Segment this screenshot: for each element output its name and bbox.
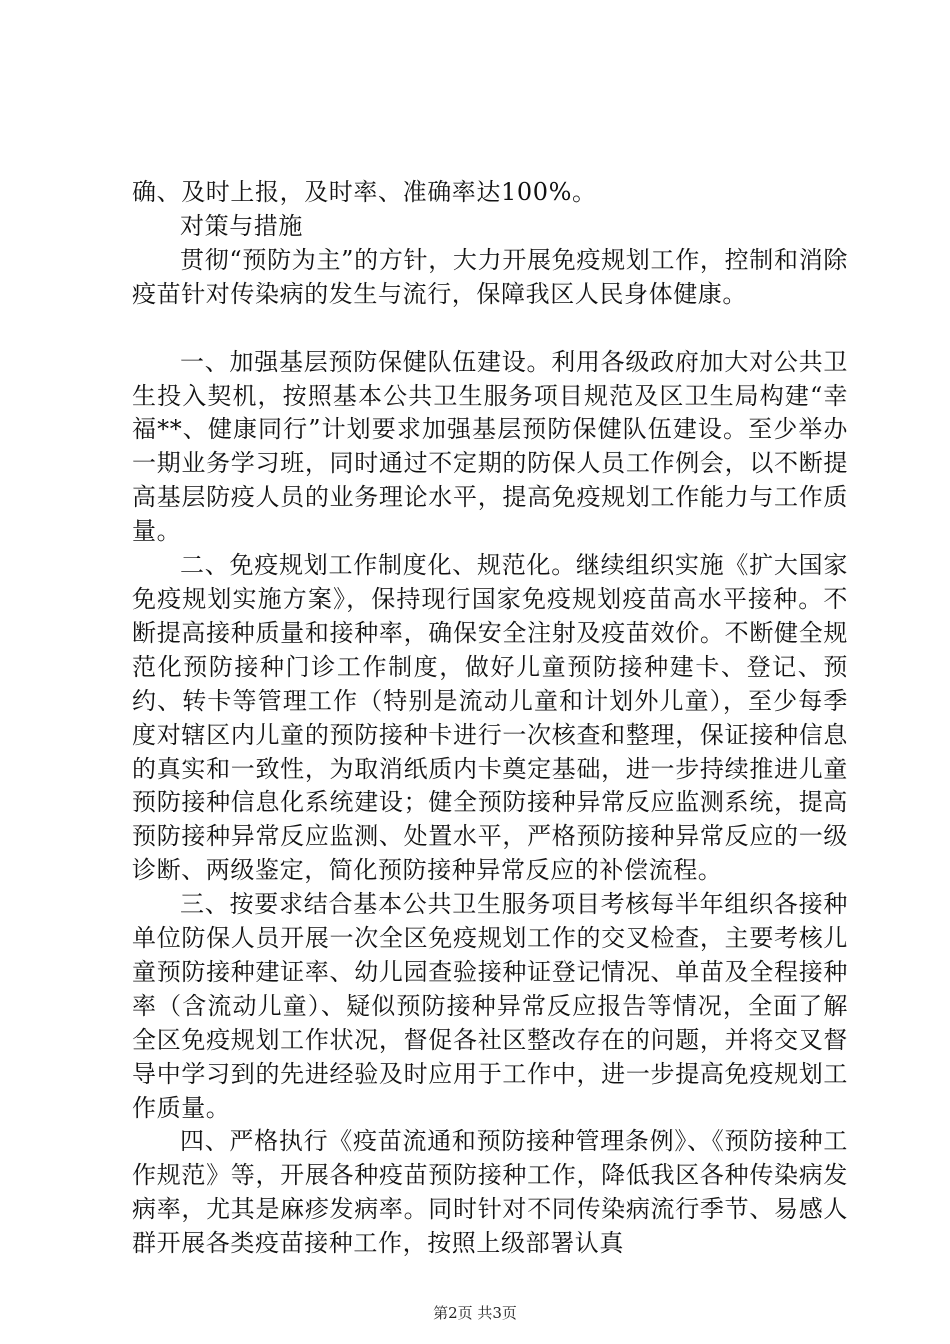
paragraph-continuation: 确、及时上报，及时率、准确率达100%。 [132,178,597,206]
section-heading: 对策与措施 [180,211,303,240]
paragraph-item-3: 三、按要求结合基本公共卫生服务项目考核每半年组织各接种单位防保人员开展一次全区免疫规划工作的交叉检查，主要考核儿童预防接种建证率、幼儿园查验接种证登记情况、单苗及全程接种率（含流动儿童）、疑似预防接种异常反应报告等情况，全面了解全区免疫规划工作状况，督促各社区整改存在的问题，并将交叉督导中学习到的先进经验及时应用于工作中，进一步提高免疫规划工作质量。 [132,890,848,1122]
page-number-footer: 第2页 共3页 [433,1304,517,1322]
paragraph-intro: 贯彻“预防为主”的方针，大力开展免疫规划工作，控制和消除疫苗针对传染病的发生与流行，保障我区人民身体健康。 [132,245,848,308]
paragraph-item-2: 二、免疫规划工作制度化、规范化。继续组织实施《扩大国家免疫规划实施方案》，保持现行国家免疫规划疫苗高水平接种。不断提高接种质量和接种率，确保安全注射及疫苗效价。不断健全规范化预防接种门诊工作制度，做好儿童预防接种建卡、登记、预约、转卡等管理工作（特别是流动儿童和计划外儿童），至少每季度对辖区内儿童的预防接种卡进行一次核查和整理，保证接种信息的真实和一致性，为取消纸质内卡奠定基础，进一步持续推进儿童预防接种信息化系统建设；健全预防接种异常反应监测系统，提高预防接种异常反应监测、处置水平，严格预防接种异常反应的一级诊断、两级鉴定，简化预防接种异常反应的补偿流程。 [132,551,848,885]
paragraph-item-1: 一、加强基层预防保健队伍建设。利用各级政府加大对公共卫生投入契机，按照基本公共卫生服务项目规范及区卫生局构建“幸福**、健康同行”计划要求加强基层预防保健队伍建设。至少举办一期业务学习班，同时通过不定期的防保人员工作例会，以不断提高基层防疫人员的业务理论水平，提高免疫规划工作能力与工作质量。 [132,347,848,546]
paragraph-item-4: 四、严格执行《疫苗流通和预防接种管理条例》、《预防接种工作规范》等，开展各种疫苗预防接种工作，降低我区各种传染病发病率，尤其是麻疹发病率。同时针对不同传染病流行季节、易感人群开展各类疫苗接种工作，按照上级部署认真 [132,1127,848,1258]
document-body [132,176,848,1261]
